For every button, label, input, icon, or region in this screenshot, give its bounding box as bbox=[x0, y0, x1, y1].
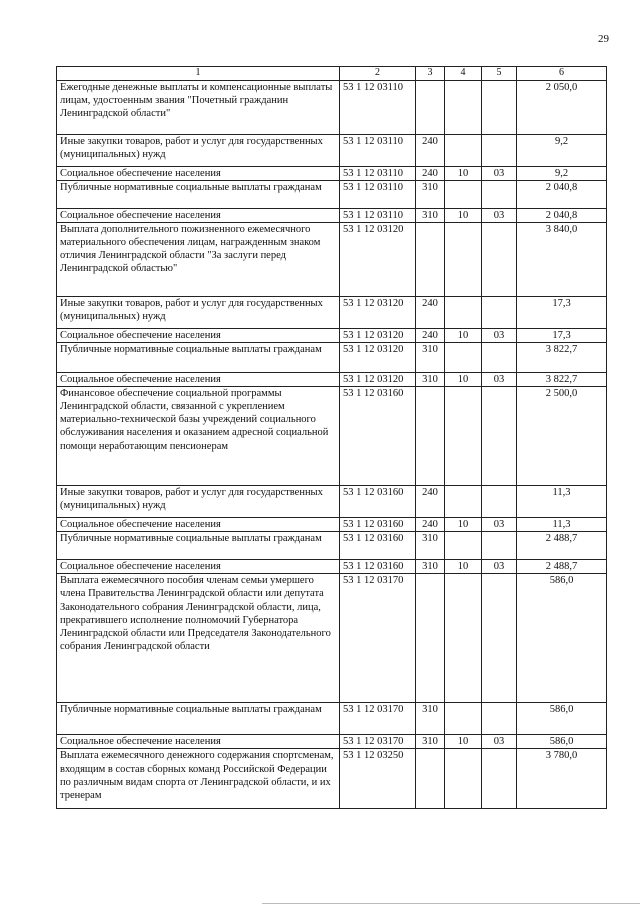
header-col-1: 1 bbox=[57, 67, 340, 81]
row-name: Социальное обеспечение населения bbox=[57, 328, 340, 342]
row-name: Финансовое обеспечение социальной программы Ленинградской области, связанной с укреплением материально-технической базы учреждений социального обслуживания населения и оказанием адресной социальной помощи неработающим пенсионерам bbox=[57, 387, 340, 486]
row-section: 10 bbox=[445, 328, 482, 342]
row-code: 53 1 12 03110 bbox=[340, 180, 416, 208]
row-section bbox=[445, 703, 482, 735]
row-sum: 17,3 bbox=[517, 296, 607, 328]
table-row bbox=[57, 735, 607, 749]
row-sum: 586,0 bbox=[517, 735, 607, 749]
row-expense-type: 310 bbox=[416, 560, 445, 574]
row-subsection bbox=[482, 703, 517, 735]
row-section bbox=[445, 574, 482, 703]
row-expense-type: 240 bbox=[416, 134, 445, 166]
row-name: Социальное обеспечение населения bbox=[57, 560, 340, 574]
row-expense-type: 240 bbox=[416, 296, 445, 328]
row-expense-type: 310 bbox=[416, 372, 445, 386]
table-row bbox=[57, 180, 607, 208]
row-name: Выплата ежемесячного денежного содержания спортсменам, входящим в состав сборных команд Российской Федерации по различным видам спорта от Ленинградской области, и их тренерам bbox=[57, 749, 340, 809]
row-code: 53 1 12 03120 bbox=[340, 342, 416, 372]
table-row bbox=[57, 80, 607, 134]
row-expense-type bbox=[416, 387, 445, 486]
page-number: 29 bbox=[598, 33, 609, 45]
row-section bbox=[445, 134, 482, 166]
row-name: Выплата ежемесячного пособия членам семьи умершего члена Правительства Ленинградской области или депутата Законодательного собрания Ленинградской области, лица, прекратившего исполнение полномочий Губернатора Ленинградской области или Председателя Законодательного собрания Ленинградской области bbox=[57, 574, 340, 703]
row-code: 53 1 12 03160 bbox=[340, 518, 416, 532]
row-name: Иные закупки товаров, работ и услуг для государственных (муниципальных) нужд bbox=[57, 296, 340, 328]
row-subsection: 03 bbox=[482, 208, 517, 222]
row-sum: 11,3 bbox=[517, 518, 607, 532]
row-expense-type: 240 bbox=[416, 486, 445, 518]
table-row bbox=[57, 560, 607, 574]
row-expense-type: 310 bbox=[416, 703, 445, 735]
row-name: Социальное обеспечение населения bbox=[57, 166, 340, 180]
table-row bbox=[57, 342, 607, 372]
row-expense-type: 310 bbox=[416, 180, 445, 208]
table-row bbox=[57, 518, 607, 532]
row-subsection: 03 bbox=[482, 518, 517, 532]
row-section: 10 bbox=[445, 372, 482, 386]
row-section: 10 bbox=[445, 208, 482, 222]
row-name: Социальное обеспечение населения bbox=[57, 372, 340, 386]
row-name: Социальное обеспечение населения bbox=[57, 518, 340, 532]
row-code: 53 1 12 03120 bbox=[340, 372, 416, 386]
row-section bbox=[445, 80, 482, 134]
row-code: 53 1 12 03110 bbox=[340, 80, 416, 134]
row-section bbox=[445, 532, 482, 560]
row-section: 10 bbox=[445, 735, 482, 749]
table-row bbox=[57, 486, 607, 518]
header-col-3: 3 bbox=[416, 67, 445, 81]
row-expense-type bbox=[416, 574, 445, 703]
row-expense-type bbox=[416, 222, 445, 296]
table-row bbox=[57, 222, 607, 296]
row-sum: 9,2 bbox=[517, 134, 607, 166]
row-subsection bbox=[482, 80, 517, 134]
row-code: 53 1 12 03110 bbox=[340, 166, 416, 180]
row-name: Социальное обеспечение населения bbox=[57, 208, 340, 222]
row-section bbox=[445, 180, 482, 208]
row-expense-type bbox=[416, 749, 445, 809]
row-expense-type: 310 bbox=[416, 208, 445, 222]
row-section bbox=[445, 222, 482, 296]
row-section bbox=[445, 387, 482, 486]
row-subsection: 03 bbox=[482, 166, 517, 180]
table-row bbox=[57, 208, 607, 222]
row-code: 53 1 12 03170 bbox=[340, 735, 416, 749]
row-code: 53 1 12 03160 bbox=[340, 387, 416, 486]
table-row bbox=[57, 532, 607, 560]
row-subsection bbox=[482, 387, 517, 486]
row-sum: 3 780,0 bbox=[517, 749, 607, 809]
row-subsection: 03 bbox=[482, 735, 517, 749]
row-subsection: 03 bbox=[482, 328, 517, 342]
row-name: Публичные нормативные социальные выплаты гражданам bbox=[57, 342, 340, 372]
row-code: 53 1 12 03160 bbox=[340, 486, 416, 518]
row-sum: 586,0 bbox=[517, 574, 607, 703]
row-expense-type: 240 bbox=[416, 518, 445, 532]
table-row bbox=[57, 134, 607, 166]
row-code: 53 1 12 03160 bbox=[340, 532, 416, 560]
row-sum: 3 822,7 bbox=[517, 372, 607, 386]
row-sum: 2 050,0 bbox=[517, 80, 607, 134]
row-name: Публичные нормативные социальные выплаты гражданам bbox=[57, 703, 340, 735]
row-section bbox=[445, 342, 482, 372]
row-expense-type: 310 bbox=[416, 735, 445, 749]
header-col-2: 2 bbox=[340, 67, 416, 81]
table-row bbox=[57, 703, 607, 735]
table-row bbox=[57, 574, 607, 703]
row-name: Публичные нормативные социальные выплаты гражданам bbox=[57, 180, 340, 208]
row-code: 53 1 12 03120 bbox=[340, 222, 416, 296]
table-row bbox=[57, 372, 607, 386]
budget-table bbox=[56, 66, 607, 809]
table-row bbox=[57, 328, 607, 342]
row-name: Иные закупки товаров, работ и услуг для государственных (муниципальных) нужд bbox=[57, 134, 340, 166]
row-expense-type: 240 bbox=[416, 166, 445, 180]
row-code: 53 1 12 03170 bbox=[340, 574, 416, 703]
row-name: Социальное обеспечение населения bbox=[57, 735, 340, 749]
row-expense-type: 310 bbox=[416, 532, 445, 560]
row-subsection: 03 bbox=[482, 560, 517, 574]
row-code: 53 1 12 03250 bbox=[340, 749, 416, 809]
row-subsection bbox=[482, 574, 517, 703]
row-sum: 17,3 bbox=[517, 328, 607, 342]
table-body bbox=[57, 80, 607, 809]
row-expense-type bbox=[416, 80, 445, 134]
row-section bbox=[445, 749, 482, 809]
row-name: Выплата дополнительного пожизненного ежемесячного материального обеспечения лицам, награжденным знаком отличия Ленинградской области "За заслуги перед Ленинградской областью" bbox=[57, 222, 340, 296]
row-subsection bbox=[482, 486, 517, 518]
row-section bbox=[445, 296, 482, 328]
row-expense-type: 240 bbox=[416, 328, 445, 342]
row-name: Иные закупки товаров, работ и услуг для государственных (муниципальных) нужд bbox=[57, 486, 340, 518]
row-name: Ежегодные денежные выплаты и компенсационные выплаты лицам, удостоенным звания "Почетный гражданин Ленинградской области" bbox=[57, 80, 340, 134]
scan-edge-line bbox=[262, 903, 640, 904]
row-sum: 2 488,7 bbox=[517, 560, 607, 574]
row-sum: 2 488,7 bbox=[517, 532, 607, 560]
row-section: 10 bbox=[445, 166, 482, 180]
row-subsection bbox=[482, 180, 517, 208]
header-row bbox=[57, 67, 607, 81]
row-expense-type: 310 bbox=[416, 342, 445, 372]
row-section: 10 bbox=[445, 560, 482, 574]
row-sum: 11,3 bbox=[517, 486, 607, 518]
row-subsection bbox=[482, 296, 517, 328]
table-row bbox=[57, 166, 607, 180]
row-sum: 3 822,7 bbox=[517, 342, 607, 372]
row-code: 53 1 12 03120 bbox=[340, 328, 416, 342]
row-sum: 3 840,0 bbox=[517, 222, 607, 296]
row-code: 53 1 12 03110 bbox=[340, 134, 416, 166]
row-section bbox=[445, 486, 482, 518]
header-col-6: 6 bbox=[517, 67, 607, 81]
row-code: 53 1 12 03120 bbox=[340, 296, 416, 328]
header-col-4: 4 bbox=[445, 67, 482, 81]
row-code: 53 1 12 03170 bbox=[340, 703, 416, 735]
row-sum: 9,2 bbox=[517, 166, 607, 180]
row-subsection bbox=[482, 749, 517, 809]
row-sum: 586,0 bbox=[517, 703, 607, 735]
row-sum: 2 500,0 bbox=[517, 387, 607, 486]
row-subsection bbox=[482, 532, 517, 560]
row-subsection bbox=[482, 222, 517, 296]
row-subsection bbox=[482, 342, 517, 372]
table-row bbox=[57, 387, 607, 486]
row-sum: 2 040,8 bbox=[517, 180, 607, 208]
row-subsection: 03 bbox=[482, 372, 517, 386]
table-row bbox=[57, 749, 607, 809]
row-section: 10 bbox=[445, 518, 482, 532]
row-code: 53 1 12 03160 bbox=[340, 560, 416, 574]
row-code: 53 1 12 03110 bbox=[340, 208, 416, 222]
row-sum: 2 040,8 bbox=[517, 208, 607, 222]
row-subsection bbox=[482, 134, 517, 166]
header-col-5: 5 bbox=[482, 67, 517, 81]
table-row bbox=[57, 296, 607, 328]
row-name: Публичные нормативные социальные выплаты гражданам bbox=[57, 532, 340, 560]
